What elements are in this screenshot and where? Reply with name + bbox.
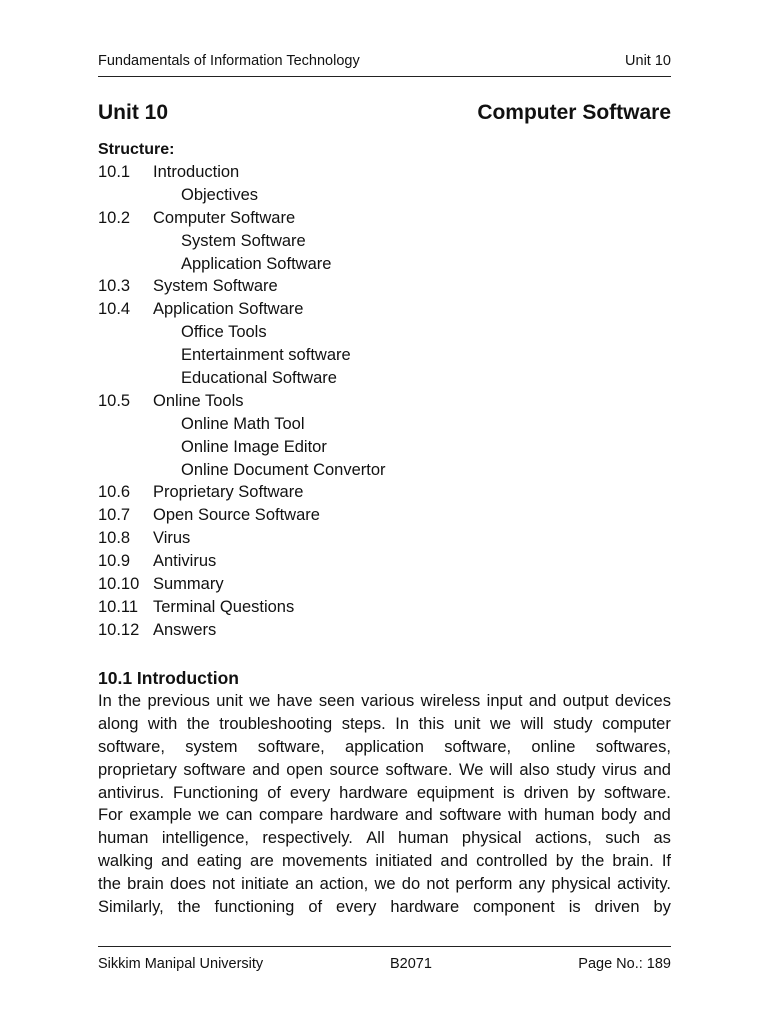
toc-entry bbox=[98, 550, 671, 573]
toc-subentry-title: Objectives bbox=[181, 185, 259, 204]
body-line: along with the troubleshooting steps. In this unit we will study computer bbox=[98, 714, 671, 733]
toc-subentry bbox=[98, 184, 671, 207]
footer-course-code: B2071 bbox=[390, 956, 432, 972]
toc-subentry-title: Online Image Editor bbox=[181, 437, 327, 456]
toc-entry-number: 10.11 bbox=[98, 597, 139, 616]
table-of-contents bbox=[98, 161, 671, 642]
toc-entry-number: 10.8 bbox=[98, 529, 131, 548]
toc-entry-number: 10.7 bbox=[98, 506, 131, 525]
body-line: human intelligence, respectively. All human physical actions, such as bbox=[98, 829, 671, 848]
toc-subentry bbox=[98, 413, 671, 436]
unit-title-row bbox=[98, 100, 671, 126]
section-heading: 10.1 Introduction bbox=[98, 668, 239, 688]
toc-entry-number: 10.3 bbox=[98, 277, 131, 296]
section-body bbox=[98, 690, 671, 919]
toc-entry-title: Antivirus bbox=[153, 552, 217, 571]
toc-entry-title: Virus bbox=[153, 529, 191, 548]
body-line: the brain does not initiate an action, we do not perform any physical activity. bbox=[98, 875, 671, 894]
toc-subentry-title: Online Document Convertor bbox=[181, 460, 386, 479]
toc-entry bbox=[98, 207, 671, 230]
toc-subentry bbox=[98, 321, 671, 344]
toc-entry bbox=[98, 298, 671, 321]
body-line: software, system software, application software, online softwares, bbox=[98, 737, 671, 756]
body-line: For example we can compare hardware and software with human body and bbox=[98, 806, 671, 825]
toc-entry bbox=[98, 527, 671, 550]
toc-subentry bbox=[98, 230, 671, 253]
unit-name: Computer Software bbox=[477, 101, 671, 124]
toc-entry-title: Terminal Questions bbox=[153, 597, 295, 616]
toc-entry-number: 10.10 bbox=[98, 575, 140, 594]
toc-subentry bbox=[98, 436, 671, 459]
toc-entry bbox=[98, 481, 671, 504]
toc-entry-title: Computer Software bbox=[153, 208, 296, 227]
toc-subentry-title: System Software bbox=[181, 231, 306, 250]
toc-entry-title: Summary bbox=[153, 575, 224, 594]
toc-entry-title: Online Tools bbox=[153, 391, 244, 410]
toc-subentry-title: Educational Software bbox=[181, 369, 337, 388]
toc-entry bbox=[98, 504, 671, 527]
toc-entry bbox=[98, 573, 671, 596]
toc-entry-title: Proprietary Software bbox=[153, 483, 304, 502]
toc-entry-number: 10.2 bbox=[98, 208, 131, 227]
toc-entry-number: 10.9 bbox=[98, 552, 131, 571]
toc-entry-number: 10.4 bbox=[98, 300, 131, 319]
toc-subentry bbox=[98, 253, 671, 276]
header-unit-label: Unit 10 bbox=[625, 53, 671, 69]
toc-entry-number: 10.1 bbox=[98, 163, 131, 181]
toc-subentry bbox=[98, 367, 671, 390]
body-line: In the previous unit we have seen various wireless input and output devices bbox=[98, 692, 671, 710]
toc-entry-number: 10.6 bbox=[98, 483, 131, 502]
unit-number: Unit 10 bbox=[98, 101, 169, 124]
toc-entry-title: Open Source Software bbox=[153, 506, 320, 525]
toc-entry bbox=[98, 275, 671, 298]
toc-entry bbox=[98, 390, 671, 413]
toc-entry-title: System Software bbox=[153, 277, 278, 296]
toc-entry bbox=[98, 619, 671, 642]
body-line: Similarly, the functioning of every hardware component is driven by bbox=[98, 898, 671, 917]
footer-page-number: Page No.: 189 bbox=[578, 956, 671, 972]
structure-label: Structure: bbox=[98, 141, 175, 158]
toc-subentry-title: Office Tools bbox=[181, 323, 267, 342]
toc-entry-title: Answers bbox=[153, 620, 217, 639]
toc-entry bbox=[98, 161, 671, 184]
toc-subentry-title: Entertainment software bbox=[181, 346, 351, 365]
toc-subentry bbox=[98, 344, 671, 367]
body-line: walking and eating are movements initiated and controlled by the brain. If bbox=[98, 852, 671, 871]
toc-entry-number: 10.5 bbox=[98, 391, 131, 410]
body-line: proprietary software and open source software. We will also study virus and bbox=[98, 760, 671, 779]
running-header bbox=[98, 52, 671, 77]
footer-institution: Sikkim Manipal University bbox=[98, 956, 264, 972]
toc-entry-title: Application Software bbox=[153, 300, 304, 319]
header-course-title: Fundamentals of Information Technology bbox=[98, 53, 360, 69]
running-footer bbox=[98, 946, 671, 972]
toc-entry bbox=[98, 596, 671, 619]
toc-subentry-title: Online Math Tool bbox=[181, 414, 305, 433]
document-page bbox=[98, 0, 671, 1024]
toc-entry-number: 10.12 bbox=[98, 620, 140, 639]
toc-entry-title: Introduction bbox=[153, 163, 240, 181]
toc-subentry bbox=[98, 459, 671, 482]
toc-subentry-title: Application Software bbox=[181, 254, 332, 273]
body-line: antivirus. Functioning of every hardware equipment is driven by software. bbox=[98, 783, 671, 802]
